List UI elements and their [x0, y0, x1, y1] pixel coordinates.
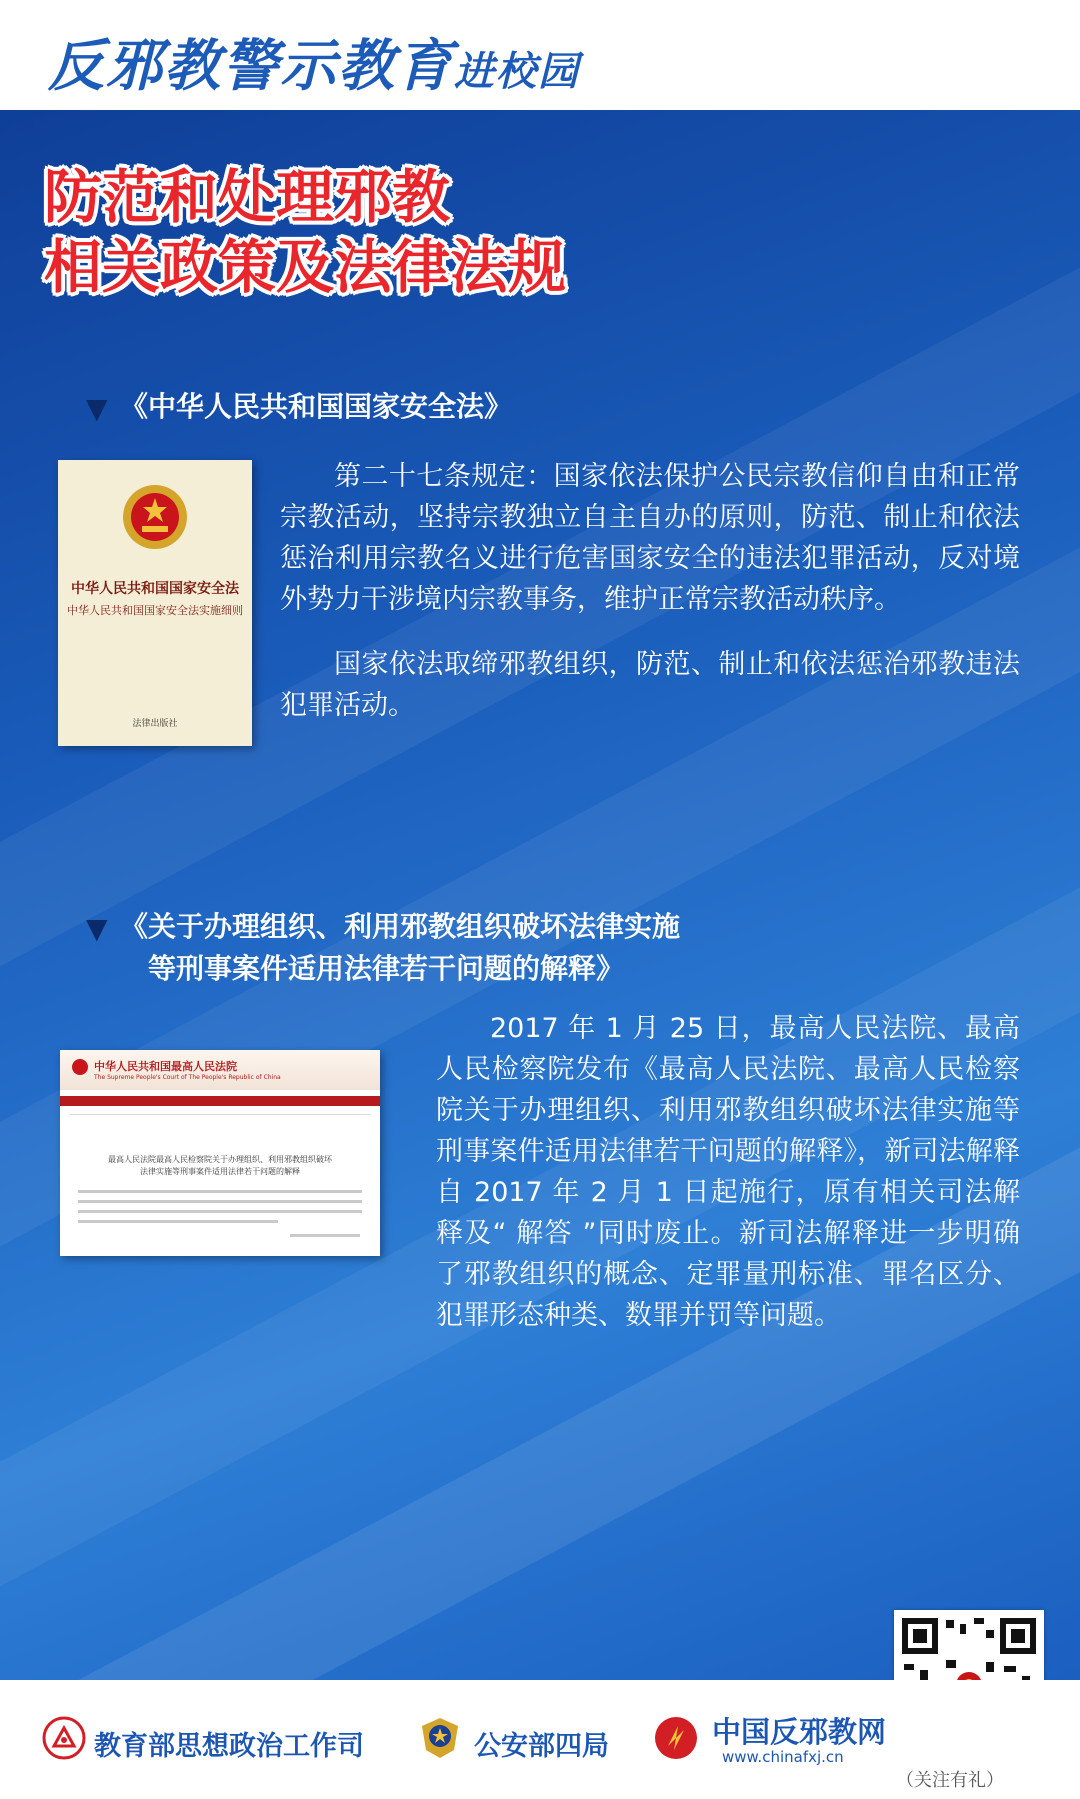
- section2-paragraph: 2017 年 1 月 25 日，最高人民法院、最高人民检察院发布《最高人民法院、最高人民检察院关于办理组织、利用邪教组织破坏法律实施等刑事案件适用法律若干问题的解释》，新司法解释自 2017 年 2 月 1 日起施行，原有相关司法解释及“ 解答 ”同时废止。新司法解释进一步明确了邪教组织的概念、定罪量刑标准、罪名区分、犯罪形态种类、数罪并罚等问题。: [436, 1013, 1020, 1331]
- header: [0, 0, 1080, 110]
- section2-body: [436, 1008, 1020, 1360]
- section1-heading: [86, 386, 513, 428]
- book-publisher: 法律出版社: [132, 719, 178, 729]
- police-badge-icon: [418, 1716, 462, 1760]
- section1-paragraph: 国家依法取缔邪教组织，防范、制止和依法惩治邪教违法犯罪活动。: [280, 649, 1020, 721]
- website-article-title: 最高人民法院最高人民检察院关于办理组织、利用邪教组织破坏: [108, 1155, 332, 1164]
- header-title: [48, 22, 580, 102]
- book-subtitle: 中华人民共和国国家安全法实施细则: [67, 604, 243, 617]
- triangle-icon: ▼: [86, 392, 108, 425]
- section1-heading-text: 《中华人民共和国国家安全法》: [120, 390, 513, 423]
- court-website-screenshot: [60, 1050, 380, 1256]
- footer: [0, 1680, 1080, 1799]
- website-divider: [70, 1114, 370, 1115]
- section2-heading-line2: 等刑事案件适用法律若干问题的解释》: [148, 952, 625, 985]
- footer-org-police: 公安部四局: [474, 1731, 609, 1762]
- text-line: [78, 1200, 362, 1203]
- anti-cult-site-logo-icon: [654, 1716, 698, 1760]
- book-cover-image: [58, 460, 252, 746]
- main-panel: [0, 110, 1080, 1680]
- main-title-line2: 相关政策及法律法规: [44, 233, 567, 301]
- court-logo-icon: [72, 1059, 88, 1075]
- text-line: [78, 1220, 278, 1223]
- text-line: [78, 1210, 362, 1213]
- section1-paragraph: 第二十七条规定：国家依法保护公民宗教信仰自由和正常宗教活动，坚持宗教独立自主自办的原则，防范、制止和依法惩治利用宗教名义进行危害国家安全的违法犯罪活动，反对境外势力干涉境内宗教事务，维护正常宗教活动秩序。: [280, 461, 1020, 615]
- header-title-small: 进校园: [454, 49, 580, 95]
- text-line: [290, 1234, 360, 1237]
- main-title-line1: 防范和处理邪教: [44, 163, 451, 231]
- education-ministry-logo-icon: [42, 1716, 86, 1760]
- footer-site-url[interactable]: www.chinafxj.cn: [722, 1748, 844, 1766]
- footer-site-name: 中国反邪教网: [712, 1715, 887, 1749]
- section2-heading: [86, 906, 681, 990]
- book-title: 中华人民共和国国家安全法: [71, 581, 239, 597]
- main-title: [44, 162, 566, 302]
- triangle-icon: ▼: [86, 912, 108, 945]
- footer-org-education: 教育部思想政治工作司: [94, 1731, 364, 1762]
- header-title-main: 反邪教警示教育: [48, 34, 454, 99]
- national-emblem-icon: [120, 482, 190, 552]
- section2-heading-line1: 《关于办理组织、利用邪教组织破坏法律实施: [120, 910, 681, 943]
- website-title: 中华人民共和国最高人民法院: [94, 1060, 237, 1073]
- website-article-title: 法律实施等刑事案件适用法律若干问题的解释: [140, 1167, 300, 1176]
- section1-body: [280, 456, 1020, 750]
- website-subtitle: The Supreme People's Court of The People's Republic of China: [94, 1074, 281, 1081]
- text-line: [78, 1190, 362, 1193]
- website-nav-bar: [60, 1096, 380, 1106]
- qr-caption: （关注有礼）: [896, 1770, 1004, 1791]
